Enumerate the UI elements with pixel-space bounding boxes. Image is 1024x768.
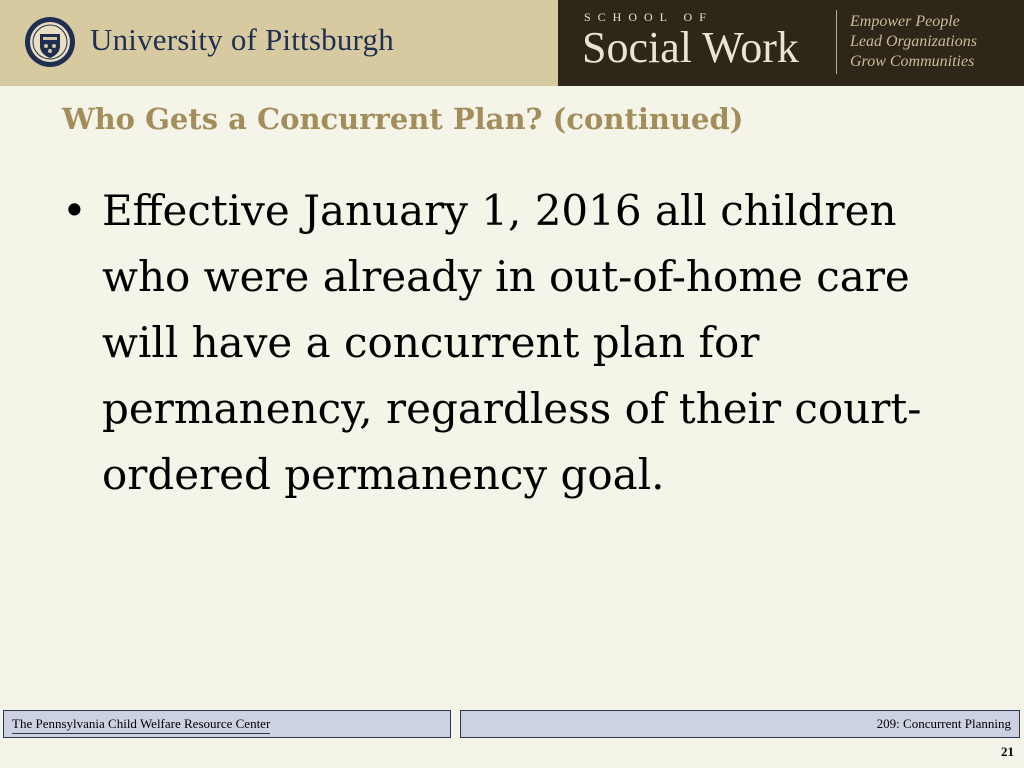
university-banner — [0, 0, 558, 86]
bullet-marker: • — [62, 186, 87, 235]
school-of-label: SCHOOL OF — [584, 10, 713, 24]
university-seal-icon — [24, 16, 76, 68]
bullet-item — [62, 178, 962, 508]
tagline-line: Empower People — [850, 13, 960, 30]
tagline-line: Lead Organizations — [850, 33, 977, 50]
page-number: 21 — [1001, 744, 1014, 759]
slide-title: Who Gets a Concurrent Plan? (continued) — [62, 102, 744, 136]
university-name: University of Pittsburgh — [90, 22, 394, 57]
slide-body — [62, 178, 962, 508]
slide-header — [0, 0, 1024, 86]
footer-left-bar — [3, 710, 451, 738]
footer-organization: The Pennsylvania Child Welfare Resource Center — [12, 716, 270, 734]
school-banner — [558, 0, 1024, 86]
tagline-line: Grow Communities — [850, 53, 975, 70]
footer-course: 209: Concurrent Planning — [876, 716, 1011, 731]
bullet-text: Effective January 1, 2016 all children who were already in out-of-home care will have a concurrent plan for permanency, regardless of their court-ordered permanency goal. — [102, 186, 922, 499]
social-work-label: Social Work — [582, 23, 799, 72]
footer-right-bar — [460, 710, 1020, 738]
school-tagline — [850, 12, 977, 72]
header-divider — [836, 10, 837, 74]
